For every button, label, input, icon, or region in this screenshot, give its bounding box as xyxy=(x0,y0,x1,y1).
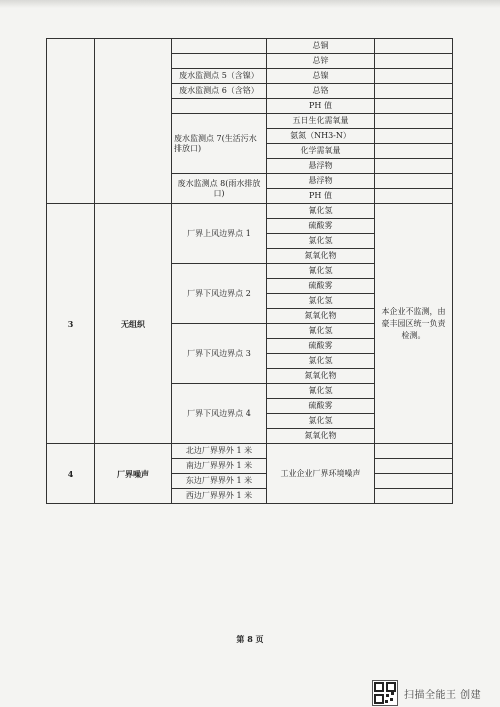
note-cell xyxy=(375,474,453,489)
table-row xyxy=(47,204,453,219)
item-cell: 氯化氢 xyxy=(267,294,375,309)
note-cell xyxy=(375,459,453,474)
note-cell: 本企业不监测，由豪丰园区统一负责检测。 xyxy=(375,204,453,444)
note-cell xyxy=(375,84,453,99)
point-cell: 厂界下风边界点 4 xyxy=(172,384,267,444)
point-cell: 北边厂界界外 1 米 xyxy=(172,444,267,459)
note-cell xyxy=(375,54,453,69)
note-cell xyxy=(375,159,453,174)
item-cell: 氮氧化物 xyxy=(267,369,375,384)
note-cell xyxy=(375,39,453,54)
page-number: 第 8 页 xyxy=(236,634,264,644)
item-cell: 氯化氢 xyxy=(267,234,375,249)
monitoring-table xyxy=(46,38,453,504)
item-cell: 总镍 xyxy=(267,69,375,84)
scanner-watermark xyxy=(372,680,481,706)
item-cell: PH 值 xyxy=(267,99,375,114)
note-cell xyxy=(375,129,453,144)
item-cell: 硫酸雾 xyxy=(267,279,375,294)
qr-code-icon xyxy=(372,680,398,706)
point-cell: 厂界下风边界点 3 xyxy=(172,324,267,384)
standard-cell: 工业企业厂界环境噪声 xyxy=(267,444,375,504)
item-cell: 硫酸雾 xyxy=(267,339,375,354)
note-cell xyxy=(375,99,453,114)
table-row xyxy=(47,444,453,459)
point-cell: 西边厂界界外 1 米 xyxy=(172,489,267,504)
item-cell: 悬浮物 xyxy=(267,159,375,174)
point-cell xyxy=(172,54,267,69)
category-cell: 无组织 xyxy=(95,204,172,444)
note-cell xyxy=(375,174,453,189)
point-cell: 厂界下风边界点 2 xyxy=(172,264,267,324)
item-cell: 氯化氢 xyxy=(267,354,375,369)
point-cell xyxy=(172,99,267,114)
note-cell xyxy=(375,444,453,459)
item-cell: 氰化氢 xyxy=(267,324,375,339)
item-cell: 总铬 xyxy=(267,84,375,99)
note-cell xyxy=(375,489,453,504)
point-cell: 废水监测点 6（含铬） xyxy=(172,84,267,99)
point-cell: 废水监测点 5（含镍） xyxy=(172,69,267,84)
item-cell: 氮氧化物 xyxy=(267,249,375,264)
category-cell: 厂界噪声 xyxy=(95,444,172,504)
item-cell: 氰化氢 xyxy=(267,384,375,399)
point-cell: 厂界上风边界点 1 xyxy=(172,204,267,264)
item-cell: 化学需氧量 xyxy=(267,144,375,159)
item-cell: 氰化氢 xyxy=(267,264,375,279)
point-cell xyxy=(172,39,267,54)
point-cell: 废水监测点 7(生活污水排放口) xyxy=(172,114,267,174)
item-cell: 硫酸雾 xyxy=(267,219,375,234)
item-cell: 总锌 xyxy=(267,54,375,69)
note-cell xyxy=(375,69,453,84)
seq-cell: 3 xyxy=(47,204,95,444)
note-cell xyxy=(375,189,453,204)
item-cell: PH 值 xyxy=(267,189,375,204)
item-cell: 氰化氢 xyxy=(267,204,375,219)
scanner-label: 扫描全能王 创建 xyxy=(404,689,482,701)
page-top-shadow xyxy=(0,0,500,8)
item-cell: 硫酸雾 xyxy=(267,399,375,414)
item-cell: 悬浮物 xyxy=(267,174,375,189)
category-cell-blank xyxy=(95,39,172,204)
point-cell: 东边厂界界外 1 米 xyxy=(172,474,267,489)
table-row xyxy=(47,39,453,54)
item-cell: 氮氧化物 xyxy=(267,309,375,324)
item-cell: 五日生化需氧量 xyxy=(267,114,375,129)
item-cell: 总铜 xyxy=(267,39,375,54)
note-cell xyxy=(375,114,453,129)
point-cell: 废水监测点 8(雨水排放口) xyxy=(172,174,267,204)
item-cell: 氮氧化物 xyxy=(267,429,375,444)
point-cell: 南边厂界界外 1 米 xyxy=(172,459,267,474)
item-cell: 氯化氢 xyxy=(267,414,375,429)
seq-cell: 4 xyxy=(47,444,95,504)
item-cell: 氨氮（NH3-N） xyxy=(267,129,375,144)
seq-cell-blank xyxy=(47,39,95,204)
note-cell xyxy=(375,144,453,159)
